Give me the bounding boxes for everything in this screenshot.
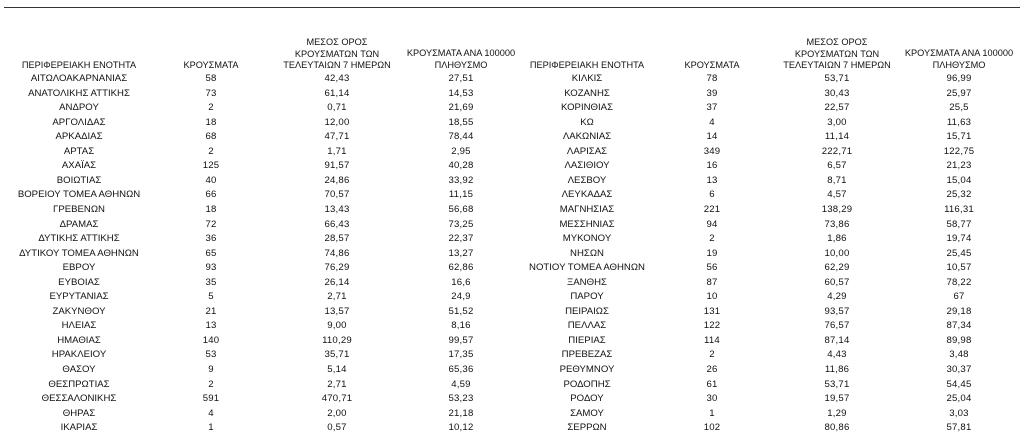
cell-region: ΑΧΑΪΑΣ — [61, 160, 97, 172]
cell-cases: 6 — [709, 189, 715, 201]
cell-region: ΘΕΣΠΡΩΤΙΑΣ — [48, 378, 110, 390]
header-per100k-line2: ΠΛΗΘΥΣΜΟ — [932, 59, 986, 70]
cell-cases: 19 — [706, 247, 718, 259]
cell-region: ΠΑΡΟΥ — [570, 291, 604, 303]
cell-per100k: 33,92 — [448, 174, 474, 186]
top-rule — [4, 7, 1020, 8]
cell-per100k: 25,45 — [946, 247, 972, 259]
cell-per100k: 19,74 — [946, 233, 972, 245]
cell-region: ΔΥΤΙΚΟΥ ΤΟΜΕΑ ΑΘΗΝΩΝ — [19, 247, 139, 259]
table-row — [0, 420, 1024, 435]
cell-avg7: 93,57 — [824, 305, 850, 317]
cell-per100k: 89,98 — [946, 334, 972, 346]
cell-avg7: 80,86 — [824, 422, 850, 434]
table-row — [0, 304, 1024, 319]
cell-avg7: 11,14 — [824, 131, 850, 143]
cell-per100k: 73,25 — [448, 218, 474, 230]
cell-per100k: 30,37 — [946, 364, 972, 375]
header-per100k-line1: ΚΡΟΥΣΜΑΤΑ ΑΝΑ 100000 — [406, 48, 516, 58]
cell-avg7: 5,14 — [327, 364, 347, 375]
cell-region: ΑΡΤΑΣ — [63, 145, 95, 157]
cell-avg7: 19,57 — [824, 393, 850, 405]
cell-per100k: 8,16 — [451, 320, 471, 332]
cell-avg7: 28,57 — [324, 233, 350, 245]
cell-cases: 58 — [205, 73, 217, 84]
cell-per100k: 78,44 — [448, 131, 474, 143]
table-row — [0, 231, 1024, 246]
cell-per100k: 17,35 — [448, 349, 474, 361]
cell-per100k: 21,23 — [946, 160, 972, 172]
cell-avg7: 66,43 — [324, 218, 350, 230]
table-row — [0, 129, 1024, 144]
table-row — [0, 333, 1024, 348]
cell-per100k: 58,77 — [946, 218, 972, 230]
cell-per100k: 3,48 — [949, 349, 969, 361]
cell-avg7: 138,29 — [821, 203, 853, 215]
cell-region: ΕΥΡΥΤΑΝΙΑΣ — [49, 291, 109, 303]
cell-per100k: 14,53 — [448, 87, 474, 99]
cell-per100k: 54,45 — [946, 378, 972, 390]
cell-cases: 93 — [205, 262, 217, 274]
cell-region: ΚΩ — [580, 116, 594, 128]
cell-region: ΝΟΤΙΟΥ ΤΟΜΕΑ ΑΘΗΝΩΝ — [529, 262, 645, 274]
cell-cases: 125 — [202, 160, 220, 172]
cell-avg7: 0,71 — [327, 102, 347, 114]
table-row — [0, 71, 1024, 86]
cell-region: ΡΕΘΥΜΝΟΥ — [559, 364, 615, 375]
cell-avg7: 12,00 — [324, 116, 350, 128]
cell-per100k: 10,57 — [946, 262, 972, 274]
cell-per100k: 99,57 — [448, 334, 474, 346]
cell-cases: 26 — [706, 364, 718, 375]
cell-per100k: 13,27 — [448, 247, 474, 259]
cell-cases: 21 — [205, 305, 217, 317]
cell-region: ΘΗΡΑΣ — [62, 407, 96, 419]
cell-cases: 114 — [704, 334, 720, 346]
cell-avg7: 62,29 — [824, 262, 850, 274]
cell-region: ΖΑΚΥΝΘΟΥ — [52, 305, 106, 317]
cell-per100k: 15,04 — [946, 174, 972, 186]
cell-region: ΜΑΓΝΗΣΙΑΣ — [559, 203, 615, 215]
table-row — [0, 86, 1024, 101]
cell-region: ΒΟΙΩΤΙΑΣ — [56, 174, 102, 186]
table-row — [0, 289, 1024, 304]
cell-per100k: 78,22 — [946, 276, 972, 288]
table-row — [0, 318, 1024, 333]
table-row — [0, 202, 1024, 217]
cell-per100k: 3,03 — [949, 407, 969, 419]
cell-region: ΔΥΤΙΚΗΣ ΑΤΤΙΚΗΣ — [38, 233, 120, 245]
cell-per100k: 18,55 — [448, 116, 474, 128]
cell-per100k: 87,34 — [946, 320, 972, 332]
header-avg7-line2: ΚΡΟΥΣΜΑΤΩΝ ΤΩΝ — [294, 48, 380, 59]
cell-region: ΠΕΛΛΑΣ — [567, 320, 607, 332]
header-cases-left: ΚΡΟΥΣΜΑΤΑ — [183, 60, 239, 70]
cell-per100k: 2,95 — [451, 145, 471, 157]
cell-avg7: 222,71 — [821, 145, 853, 157]
cell-avg7: 10,00 — [824, 247, 850, 259]
cell-cases: 2 — [208, 145, 214, 157]
cell-cases: 66 — [205, 189, 217, 201]
cell-cases: 1 — [208, 422, 214, 434]
cell-cases: 140 — [202, 334, 220, 346]
cell-cases: 87 — [706, 276, 718, 288]
cell-per100k: 11,63 — [946, 116, 972, 128]
header-cases-right: ΚΡΟΥΣΜΑΤΑ — [684, 60, 740, 70]
cell-region: ΙΚΑΡΙΑΣ — [60, 422, 98, 434]
cell-region: ΑΝΑΤΟΛΙΚΗΣ ΑΤΤΙΚΗΣ — [28, 87, 130, 99]
cell-avg7: 8,71 — [827, 174, 847, 186]
cell-avg7: 60,57 — [824, 276, 850, 288]
cell-per100k: 4,59 — [451, 378, 471, 390]
cell-region: ΚΟΡΙΝΘΙΑΣ — [560, 102, 614, 114]
cell-cases: 131 — [703, 305, 721, 317]
cell-cases: 4 — [208, 407, 214, 419]
cell-per100k: 24,9 — [451, 291, 471, 303]
cell-cases: 18 — [205, 203, 217, 215]
cell-per100k: 51,52 — [448, 305, 474, 317]
table-row — [0, 158, 1024, 173]
cell-avg7: 13,57 — [324, 305, 350, 317]
cell-per100k: 65,36 — [448, 364, 474, 375]
cell-region: ΡΟΔΟΥ — [570, 393, 604, 405]
cell-avg7: 13,43 — [324, 203, 350, 215]
table-row — [0, 391, 1024, 406]
cell-cases: 35 — [205, 276, 217, 288]
cell-region: ΛΑΡΙΣΑΣ — [566, 145, 608, 157]
cell-cases: 36 — [205, 233, 217, 245]
cell-cases: 2 — [208, 378, 214, 390]
cell-cases: 78 — [706, 73, 718, 84]
header-region-right: ΠΕΡΙΦΕΡΕΙΑΚΗ ΕΝΟΤΗΤΑ — [529, 60, 645, 70]
cell-avg7: 30,43 — [824, 87, 850, 99]
cell-cases: 30 — [706, 393, 718, 405]
cell-avg7: 11,86 — [824, 364, 850, 375]
header-per100k-line1: ΚΡΟΥΣΜΑΤΑ ΑΝΑ 100000 — [904, 48, 1014, 58]
table-row — [0, 217, 1024, 232]
cell-cases: 13 — [706, 174, 718, 186]
cell-avg7: 4,43 — [827, 349, 847, 361]
cell-per100k: 11,15 — [448, 189, 474, 201]
cell-per100k: 10,12 — [448, 422, 474, 434]
cell-region: ΡΟΔΟΠΗΣ — [563, 378, 611, 390]
cell-region: ΝΗΣΩΝ — [570, 247, 604, 259]
header-per100k-left — [396, 48, 526, 71]
cell-region: ΠΡΕΒΕΖΑΣ — [561, 349, 613, 361]
cell-per100k: 40,28 — [448, 160, 474, 172]
cell-avg7: 24,86 — [324, 174, 350, 186]
header-avg7-left — [276, 37, 398, 72]
cell-cases: 10 — [706, 291, 718, 303]
table-row — [0, 246, 1024, 261]
cell-per100k: 67 — [953, 291, 965, 303]
table-row — [0, 144, 1024, 159]
cell-per100k: 57,81 — [946, 422, 972, 434]
cell-per100k: 16,6 — [451, 276, 471, 288]
cell-avg7: 110,29 — [322, 334, 352, 346]
cell-cases: 349 — [703, 145, 721, 157]
cell-cases: 1 — [709, 407, 715, 419]
cell-avg7: 4,29 — [827, 291, 847, 303]
cell-cases: 14 — [706, 131, 718, 143]
table-row — [0, 260, 1024, 275]
cell-avg7: 91,57 — [324, 160, 350, 172]
cell-region: ΣΑΜΟΥ — [570, 407, 604, 419]
cell-avg7: 1,86 — [827, 233, 847, 245]
cell-region: ΒΟΡΕΙΟΥ ΤΟΜΕΑ ΑΘΗΝΩΝ — [17, 189, 141, 201]
cell-avg7: 9,00 — [327, 320, 347, 332]
cell-region: ΜΕΣΣΗΝΙΑΣ — [559, 218, 615, 230]
cell-region: ΑΡΓΟΛΙΔΑΣ — [52, 116, 106, 128]
cell-cases: 56 — [706, 262, 718, 274]
cell-region: ΑΡΚΑΔΙΑΣ — [55, 131, 103, 143]
cell-avg7: 6,57 — [827, 160, 847, 172]
header-per100k-line2: ΠΛΗΘΥΣΜΟ — [434, 59, 488, 70]
cell-cases: 13 — [205, 320, 217, 332]
cell-cases: 37 — [706, 102, 718, 114]
cell-per100k: 15,71 — [946, 131, 972, 143]
cell-region: ΗΛΕΙΑΣ — [61, 320, 97, 332]
cell-avg7: 53,71 — [824, 73, 850, 84]
cell-cases: 4 — [709, 116, 715, 128]
cell-cases: 591 — [202, 393, 220, 405]
cell-cases: 2 — [208, 102, 214, 114]
cell-cases: 73 — [205, 87, 217, 99]
cell-region: ΛΑΚΩΝΙΑΣ — [562, 131, 612, 143]
cell-region: ΠΙΕΡΙΑΣ — [568, 334, 606, 346]
cell-avg7: 470,71 — [321, 393, 353, 405]
cell-cases: 5 — [208, 291, 214, 303]
header-region-left: ΠΕΡΙΦΕΡΕΙΑΚΗ ΕΝΟΤΗΤΑ — [21, 60, 137, 70]
cell-per100k: 56,68 — [448, 203, 474, 215]
cell-region: ΗΜΑΘΙΑΣ — [57, 334, 101, 346]
table-row — [0, 377, 1024, 392]
cell-region: ΜΥΚΟΝΟΥ — [562, 233, 612, 245]
cell-region: ΛΑΣΙΘΙΟΥ — [564, 160, 610, 172]
cell-per100k: 27,51 — [448, 73, 474, 84]
cell-cases: 16 — [706, 160, 718, 172]
cell-avg7: 4,57 — [827, 189, 847, 201]
cell-region: ΘΕΣΣΑΛΟΝΙΚΗΣ — [41, 393, 117, 405]
cell-region: ΚΟΖΑΝΗΣ — [564, 87, 610, 99]
cell-cases: 122 — [703, 320, 721, 332]
header-avg7-line2: ΚΡΟΥΣΜΑΤΩΝ ΤΩΝ — [794, 48, 880, 59]
cell-avg7: 35,71 — [324, 349, 350, 361]
cell-cases: 102 — [703, 422, 721, 434]
cell-per100k: 25,32 — [946, 189, 972, 201]
cell-region: ΗΡΑΚΛΕΙΟΥ — [51, 349, 107, 361]
table-row — [0, 100, 1024, 115]
cell-avg7: 53,71 — [824, 378, 850, 390]
table-row — [0, 362, 1024, 377]
cell-cases: 18 — [205, 116, 217, 128]
cell-region: ΔΡΑΜΑΣ — [59, 218, 99, 230]
header-avg7-right — [775, 37, 899, 72]
cell-per100k: 25,97 — [946, 87, 972, 99]
cell-cases: 53 — [205, 349, 217, 361]
cell-region: ΑΙΤΩΛΟΑΚΑΡΝΑΝΙΑΣ — [30, 73, 128, 84]
cell-avg7: 22,57 — [824, 102, 850, 114]
cell-per100k: 116,31 — [944, 203, 974, 215]
table-row — [0, 115, 1024, 130]
header-per100k-right — [896, 48, 1022, 71]
cell-avg7: 47,71 — [324, 131, 350, 143]
cell-avg7: 74,86 — [324, 247, 350, 259]
cell-cases: 9 — [208, 364, 214, 375]
cell-cases: 72 — [205, 218, 217, 230]
cell-avg7: 73,86 — [824, 218, 850, 230]
cell-avg7: 2,71 — [327, 291, 347, 303]
header-avg7-line1: ΜΕΣΟΣ ΟΡΟΣ — [806, 37, 868, 47]
header-avg7-line3: ΤΕΛΕΥΤΑΙΩΝ 7 ΗΜΕΡΩΝ — [783, 60, 891, 70]
cell-cases: 40 — [205, 174, 217, 186]
cell-avg7: 1,71 — [327, 145, 347, 157]
table-row — [0, 275, 1024, 290]
table-row — [0, 173, 1024, 188]
cell-per100k: 25,5 — [949, 102, 969, 114]
cell-per100k: 62,86 — [448, 262, 474, 274]
cell-avg7: 87,14 — [824, 334, 850, 346]
cell-avg7: 2,00 — [327, 407, 347, 419]
table-row — [0, 187, 1024, 202]
cell-cases: 39 — [706, 87, 718, 99]
cell-per100k: 25,04 — [946, 393, 972, 405]
cell-cases: 65 — [205, 247, 217, 259]
cell-region: ΕΒΡΟΥ — [62, 262, 96, 274]
cell-per100k: 21,18 — [448, 407, 474, 419]
table-row — [0, 406, 1024, 421]
cell-per100k: 122,75 — [943, 145, 975, 157]
cell-avg7: 70,57 — [324, 189, 350, 201]
cell-region: ΣΕΡΡΩΝ — [567, 422, 607, 434]
cell-region: ΘΑΣΟΥ — [62, 364, 96, 375]
cell-region: ΠΕΙΡΑΙΩΣ — [565, 305, 609, 317]
cell-avg7: 1,29 — [827, 407, 847, 419]
cell-region: ΚΙΛΚΙΣ — [571, 73, 603, 84]
cell-per100k: 53,23 — [448, 393, 474, 405]
cell-per100k: 21,69 — [448, 102, 474, 114]
cell-region: ΛΕΣΒΟΥ — [567, 174, 607, 186]
cell-avg7: 76,57 — [824, 320, 850, 332]
cell-region: ΞΑΝΘΗΣ — [567, 276, 607, 288]
cell-region: ΑΝΔΡΟΥ — [59, 102, 99, 114]
header-avg7-line3: ΤΕΛΕΥΤΑΙΩΝ 7 ΗΜΕΡΩΝ — [283, 60, 391, 70]
cell-per100k: 29,18 — [946, 305, 972, 317]
cell-avg7: 26,14 — [324, 276, 350, 288]
cell-cases: 68 — [205, 131, 217, 143]
cell-avg7: 61,14 — [324, 87, 350, 99]
cell-avg7: 42,43 — [324, 73, 350, 84]
cell-cases: 221 — [703, 203, 721, 215]
cell-avg7: 76,29 — [324, 262, 350, 274]
header-avg7-line1: ΜΕΣΟΣ ΟΡΟΣ — [306, 37, 368, 47]
cell-avg7: 2,71 — [327, 378, 347, 390]
cell-cases: 2 — [709, 233, 715, 245]
table-row — [0, 347, 1024, 362]
cell-cases: 94 — [706, 218, 718, 230]
cell-region: ΛΕΥΚΑΔΑΣ — [561, 189, 613, 201]
cell-cases: 61 — [706, 378, 718, 390]
cell-cases: 2 — [709, 349, 715, 361]
cell-per100k: 96,99 — [946, 73, 972, 84]
cell-region: ΓΡΕΒΕΝΩΝ — [53, 203, 105, 215]
cell-per100k: 22,37 — [448, 233, 474, 245]
cell-region: ΕΥΒΟΙΑΣ — [58, 276, 100, 288]
cell-avg7: 0,57 — [327, 422, 347, 434]
cell-avg7: 3,00 — [827, 116, 847, 128]
